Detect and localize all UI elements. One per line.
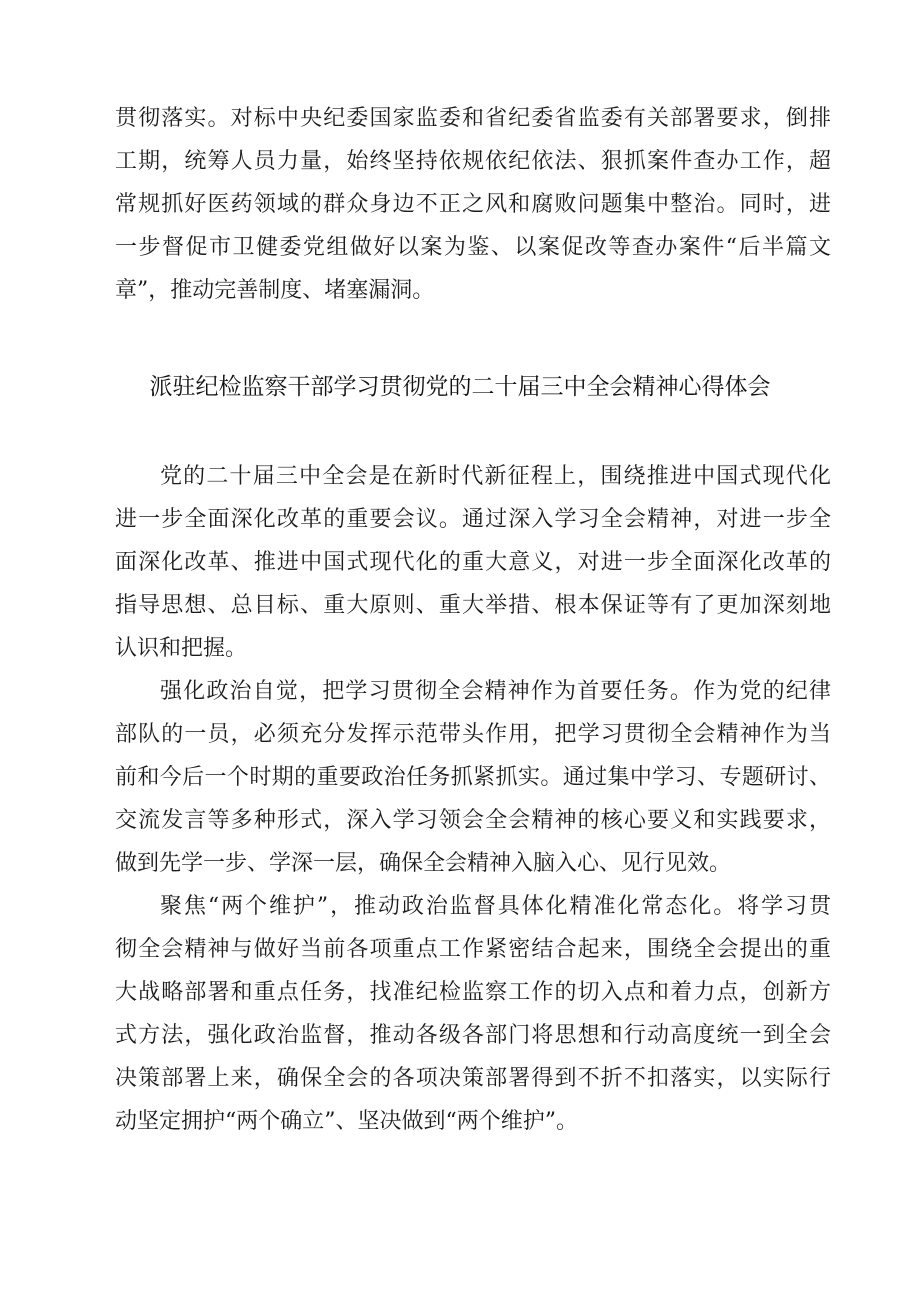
- text-line: 强化政治自觉，把学习贯彻全会精神作为首要任务。作为党的纪律: [160, 679, 831, 704]
- text-line: 贯彻落实。对标中央纪委国家监委和省纪委省监委有关部署要求，倒排: [115, 106, 831, 131]
- text-line: 进一步全面深化改革的重要会议。通过深入学习全会精神，对进一步全: [115, 507, 831, 532]
- text-line: 章”，推动完善制度、堵塞漏洞。: [115, 278, 435, 303]
- text-line: 党的二十届三中全会是在新时代新征程上，围绕推进中国式现代化: [160, 464, 831, 489]
- text-line: 前和今后一个时期的重要政治任务抓紧抓实。通过集中学习、专题研讨、: [115, 765, 831, 790]
- text-line: 一步督促市卫健委党组做好以案为鉴、以案促改等查办案件“后半篇文: [115, 235, 831, 260]
- text-line: 部队的一员，必须充分发挥示范带头作用，把学习贯彻全会精神作为当: [115, 722, 831, 747]
- text-line: 做到先学一步、学深一层，确保全会精神入脑入心、见行见效。: [115, 851, 732, 876]
- text-line: 常规抓好医药领域的群众身边不正之风和腐败问题集中整治。同时，进: [115, 192, 831, 217]
- text-line: 决策部署上来，确保全会的各项决策部署得到不折不扣落实，以实际行: [115, 1066, 831, 1091]
- text-line: 认识和把握。: [115, 636, 248, 661]
- text-line: 工期，统筹人员力量，始终坚持依规依纪依法、狠抓案件查办工作，超: [115, 149, 831, 174]
- text-line: 交流发言等多种形式，深入学习领会全会精神的核心要义和实践要求，: [115, 808, 831, 833]
- text-line: 指导思想、总目标、重大原则、重大举措、根本保证等有了更加深刻地: [115, 593, 831, 618]
- text-line: 彻全会精神与做好当前各项重点工作紧密结合起来，围绕全会提出的重: [115, 937, 831, 962]
- text-line: 聚焦“两个维护”，推动政治监督具体化精准化常态化。将学习贯: [160, 894, 831, 919]
- text-line: 面深化改革、推进中国式现代化的重大意义，对进一步全面深化改革的: [115, 550, 831, 575]
- text-line: 大战略部署和重点任务，找准纪检监察工作的切入点和着力点，创新方: [115, 980, 831, 1005]
- article-title: 派驻纪检监察干部学习贯彻党的二十届三中全会精神心得体会: [149, 374, 771, 400]
- text-line: 动坚定拥护“两个确立”、坚决做到“两个维护”。: [115, 1109, 578, 1134]
- text-line: 式方法，强化政治监督，推动各级各部门将思想和行动高度统一到全会: [115, 1023, 831, 1048]
